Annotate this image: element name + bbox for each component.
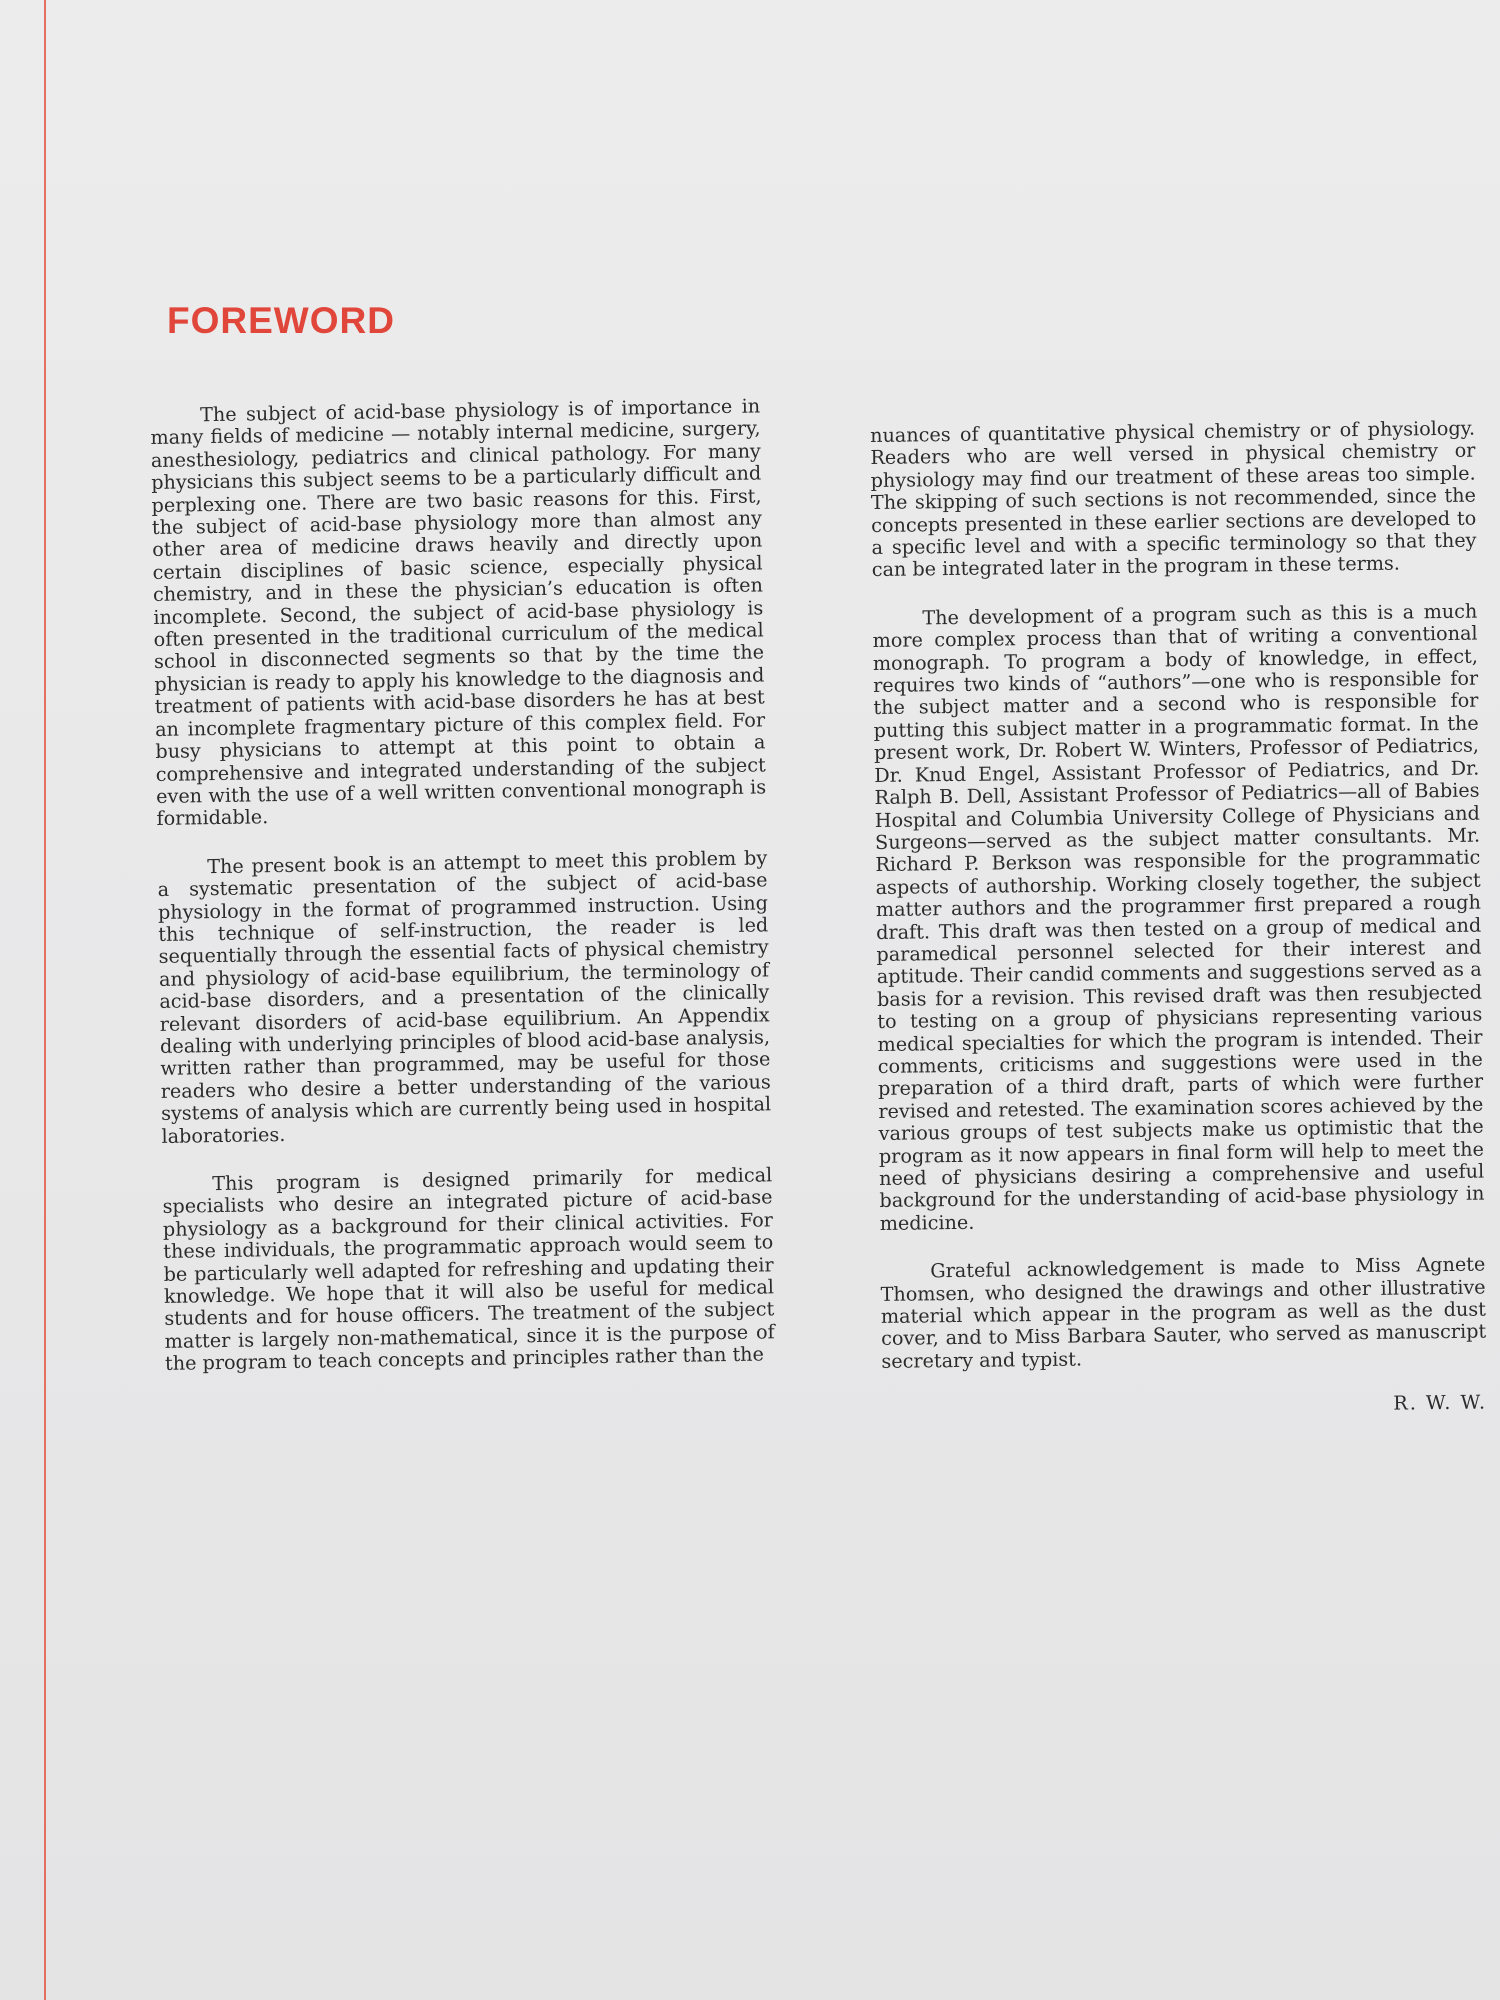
left-paragraph-1: The subject of acid-base physiology is of importance in many fields of medicine — notably internal medicine, surgery, anesthesiology, pediatrics and clinical pathology. For many physicians this subject seems to be a particularly difficult and perplexing one. There are two basic reasons for this. First, the subject of acid-base physiology more than almost any other area of medicine draws heavily and directly upon certain disciplines of basic science, especially physical chemistry, and in these the physician’s education is often incomplete. Second, the subject of acid-base physiology is often presented in the traditional curriculum of the medical school in disconnected segments so that by the time the physician is ready to apply his knowledge to the diagnosis and treatment of patients with acid-base disorders he has at best an incomplete fragmentary picture of this complex field. For busy physicians to attempt at this point to obtain a comprehensive and integrated understanding of the subject even with the use of a well written conventional monograph is formidable. (150, 394, 767, 831)
author-initials: R. W. W. (1393, 1390, 1488, 1415)
left-paragraph-3: This program is designed primarily for medical specialists who desire an integrated picture of acid-base physiology as a background for their clinical activities. For these individuals, the programmatic approach would seem to be particularly well adapted for refreshing and updating their knowledge. We hope that it will also be useful for medical students and for house officers. The treatment of the subject matter is largely non-mathematical, since it is the purpose of the program to teach concepts and principles rather than the (162, 1163, 775, 1376)
left-paragraph-2: The present book is an attempt to meet this problem by a systematic presentation of the subject of acid-base physiology in the format of programmed instruction. Using this technique of self-instruction, the reader is led sequentially through the essential facts of physical chemistry and physiology of acid-base equilibrium, the terminology of acid-base disorders, and a presentation of the clinically relevant disorders of acid-base equilibrium. An Appendix dealing with underlying principles of blood acid-base analysis, written rather than programmed, may be useful for those readers who desire a better understanding of the various systems of analysis which are currently being used in hospital laboratories. (157, 846, 772, 1148)
page-margin-rule (44, 0, 46, 2000)
right-column (870, 418, 1487, 1422)
left-column (150, 395, 776, 1401)
page-heading: FOREWORD (167, 300, 395, 341)
right-paragraph-2: The development of a program such as this is a much more complex process than that of writing a conventional monograph. To program a body of knowledge, in effect, requires two kinds of “authors”—one who is responsible for the subject matter and a second who is responsible for putting this subject matter in a programmatic format. In the present work, Dr. Robert W. Winters, Professor of Pediatrics, Dr. Knud Engel, Assistant Professor of Pediatrics, and Dr. Ralph B. Dell, Assistant Professor of Pediatrics—all of Babies Hospital and Columbia University College of Physicians and Surgeons—served as the subject matter consultants. Mr. Richard P. Berkson was responsible for the programmatic aspects of authorship. Working closely together, the subject matter authors and the programmer first prepared a rough draft. This draft was then tested on a group of medical and paramedical personnel selected for their interest and aptitude. Their candid comments and suggestions served as a basis for a revision. This revised draft was then resubjected to testing on a group of physicians representing various medical specialties for which the program is intended. Their comments, criticisms and suggestions were used in the preparation of a third draft, parts of which were further revised and retested. The examination scores achieved by the various groups of test subjects make us optimistic that the program as it now appears in final form will help to meet the need of physicians desiring a comprehensive and useful background for the understanding of acid-base physiology in medicine. (872, 599, 1485, 1235)
right-paragraph-3: Grateful acknowledgement is made to Miss Agnete Thomsen, who designed the drawings and other illustrative material which appear in the program as well as the dust cover, and to Miss Barbara Sauter, who served as manuscript secretary and typist. (880, 1252, 1487, 1373)
right-paragraph-1: nuances of quantitative physical chemistry or of physiology. Readers who are well versed in physical chemistry or physiology may find our treatment of these areas too simple. The skipping of such sections is not recommended, since the concepts presented in these earlier sections are developed to a specific level and with a specific terminology so that they can be integrated later in the program in these terms. (869, 416, 1477, 582)
